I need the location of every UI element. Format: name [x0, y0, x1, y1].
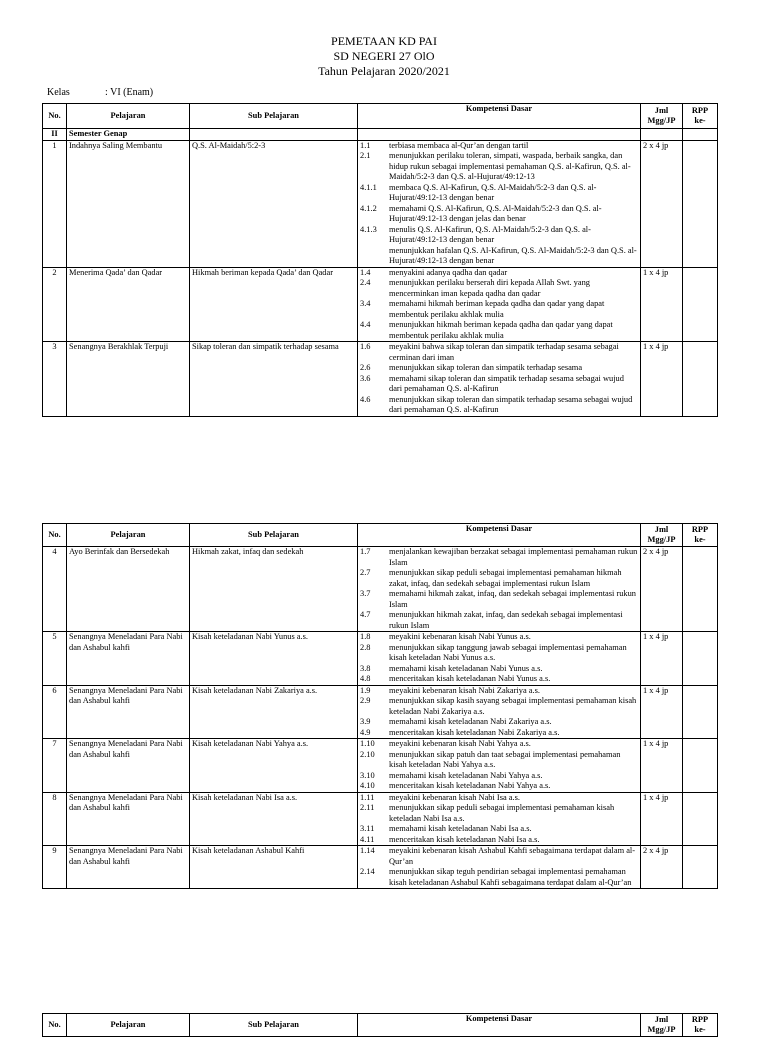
row-pelajaran: Senangnya Meneladani Para Nabi dan Ashabul kahfi: [67, 846, 190, 889]
kd-text: terbiasa membaca al-Qur’an dengan tartil: [389, 140, 529, 150]
row-rpp: [683, 632, 718, 686]
kd-item: [360, 141, 638, 152]
col-kompetensi-dasar: Kompetensi Dasar: [358, 524, 641, 547]
table-row: [43, 632, 718, 686]
kd-number: 1.4: [360, 267, 371, 277]
col-pelajaran: Pelajaran: [67, 104, 190, 129]
col-jml: Jml Mgg/JP: [641, 524, 683, 547]
kd-number: 4.1.2: [360, 203, 377, 213]
kd-item: [360, 204, 638, 225]
col-no: No.: [43, 1014, 67, 1037]
semester-no: II: [43, 129, 67, 141]
col-kompetensi-dasar: Kompetensi Dasar: [358, 104, 641, 129]
kd-item: [360, 824, 638, 835]
kd-table-2: [42, 523, 718, 889]
kd-number: 4.6: [360, 394, 371, 404]
col-rpp: RPP ke-: [683, 104, 718, 129]
row-pelajaran: Ayo Berinfak dan Bersedekah: [67, 547, 190, 632]
kd-text: memahami kisah keteladanan Nabi Isa a.s.: [389, 824, 532, 833]
row-rpp: [683, 846, 718, 889]
kd-number: 2.1: [360, 151, 371, 160]
kd-item: [360, 717, 638, 728]
kd-text: menceritakan kisah keteladanan Nabi Zakariya a.s.: [389, 727, 560, 737]
kd-item: [360, 846, 638, 867]
row-rpp: [683, 685, 718, 739]
kd-number: 3.7: [360, 589, 371, 598]
row-sub-pelajaran: Kisah keteladanan Nabi Yunus a.s.: [190, 632, 358, 686]
semester-row: [43, 129, 718, 141]
kd-table-3: [42, 1013, 718, 1037]
col-pelajaran: Pelajaran: [67, 1014, 190, 1037]
kd-item: [360, 268, 638, 279]
doc-title: PEMETAAN KD PAI: [331, 34, 437, 48]
row-sub-pelajaran: Hikmah beriman kepada Qada’ dan Qadar: [190, 267, 358, 342]
kd-item: [360, 395, 638, 416]
kd-number: 3.11: [360, 824, 375, 833]
col-sub-pelajaran: Sub Pelajaran: [190, 524, 358, 547]
kd-text: menceritakan kisah keteladanan Nabi Isa a.s.: [389, 834, 540, 844]
kd-item: [360, 246, 638, 267]
kd-text: memahami kisah keteladanan Nabi Yahya a.s.: [389, 770, 543, 780]
row-jml: 2 x 4 jp: [641, 547, 683, 632]
table-row: [43, 547, 718, 632]
kd-text: menunjukkan sikap peduli sebagai implementasi pemahaman kisah keteladan Nabi Isa a.s.: [389, 803, 615, 823]
kd-text: menunjukkan perilaku berserah diri kepada Allah Swt. yang mencerminkan iman kepada qadha dan qadar: [389, 278, 590, 298]
kd-item: [360, 632, 638, 643]
table-row: [43, 792, 718, 846]
kd-text: menulis Q.S. Al-Kafirun, Q.S. Al-Maidah/5:2-3 dan Q.S. al-Hujurat/49:12-13 dengan benar: [389, 224, 591, 244]
row-kompetensi-dasar: [358, 632, 641, 686]
row-pelajaran: Senangnya Berakhlak Terpuji: [67, 342, 190, 417]
kd-item: [360, 696, 638, 717]
kd-number: 2.10: [360, 749, 375, 759]
kd-item: [360, 183, 638, 204]
row-rpp: [683, 140, 718, 267]
kd-text: menjalankan kewajiban berzakat sebagai implementasi pemahaman rukun Islam: [389, 547, 638, 567]
kd-text: memahami sikap toleran dan simpatik terhadap sesama sebagai wujud dari pemahaman Q.S. al-Kafirun: [389, 373, 624, 393]
row-kompetensi-dasar: [358, 846, 641, 889]
row-kompetensi-dasar: [358, 739, 641, 793]
row-kompetensi-dasar: [358, 342, 641, 417]
col-rpp: RPP ke-: [683, 1014, 718, 1037]
row-rpp: [683, 739, 718, 793]
kd-number: 2.11: [360, 803, 375, 812]
row-jml: 1 x 4 jp: [641, 632, 683, 686]
kd-number: 3.4: [360, 299, 371, 308]
row-jml: 1 x 4 jp: [641, 739, 683, 793]
table-row: [43, 739, 718, 793]
kd-number: 2.4: [360, 278, 371, 287]
row-pelajaran: Senangnya Meneladani Para Nabi dan Ashabul kahfi: [67, 632, 190, 686]
kd-number: 4.4: [360, 320, 371, 329]
kd-number: 1.7: [360, 547, 371, 556]
row-no: 9: [43, 846, 67, 889]
row-sub-pelajaran: Sikap toleran dan simpatik terhadap sesama: [190, 342, 358, 417]
kd-text: menunjukkan hikmah zakat, infaq, dan sedekah sebagai implementasi rukun Islam: [389, 610, 623, 630]
kd-text: memahami Q.S. Al-Kafirun, Q.S. Al-Maidah/5:2-3 dan Q.S. al-Hujurat/49:12-13 dengan jelas dan benar: [389, 203, 602, 223]
kd-number: 3.9: [360, 717, 371, 726]
kd-number: 1.8: [360, 632, 371, 641]
kd-item: [360, 867, 638, 888]
col-sub-pelajaran: Sub Pelajaran: [190, 104, 358, 129]
kd-item: [360, 610, 638, 631]
school-name: SD NEGERI 27 OlO: [333, 49, 435, 63]
row-jml: 1 x 4 jp: [641, 685, 683, 739]
row-kompetensi-dasar: [358, 267, 641, 342]
kd-text: memahami hikmah zakat, infaq, dan sedekah sebagai implementasi rukun Islam: [389, 589, 636, 609]
kd-text: menunjukkan hafalan Q.S. Al-Kafirun, Q.S. Al-Maidah/5:2-3 dan Q.S. al-Hujurat/49:12-13 dengan benar: [389, 245, 637, 265]
kd-text: meyakini kebenaran kisah Nabi Yunus a.s.: [389, 632, 531, 641]
kd-item: [360, 728, 638, 739]
kd-number: 4.10: [360, 781, 375, 790]
row-no: 1: [43, 140, 67, 267]
kd-text: meyakini kebenaran kisah Ashabul Kahfi sebagaimana terdapat dalam al-Qur’an: [389, 846, 636, 866]
row-jml: 2 x 4 jp: [641, 846, 683, 889]
kd-text: memahami hikmah beriman kepada qadha dan qadar yang dapat membentuk perilaku akhlak mulia: [389, 299, 605, 319]
table-row: [43, 140, 718, 267]
row-no: 6: [43, 685, 67, 739]
row-jml: 1 x 4 jp: [641, 267, 683, 342]
kd-number: 1.14: [360, 846, 375, 855]
table-header-row: [43, 1014, 718, 1037]
kd-item: [360, 151, 638, 183]
kd-text: memahami kisah keteladanan Nabi Yunus a.s.: [389, 663, 543, 673]
kd-text: menunjukkan sikap toleran dan simpatik terhadap sesama sebagai wujud dari pemahaman Q.S. al-Kafirun: [389, 394, 633, 414]
kd-text: menunjukkan perilaku toleran, simpati, waspada, berbaik sangka, dan hidup rukun sebagai implementasi pemahaman Q.S. al-Kafirun, Q.S. al-Maidah/5:2-3 dan Q.S. al-Hujurat/49:12-13: [389, 151, 631, 181]
col-sub-pelajaran: Sub Pelajaran: [190, 1014, 358, 1037]
kd-item: [360, 299, 638, 320]
table-header-row: [43, 104, 718, 129]
row-rpp: [683, 267, 718, 342]
kd-number: 3.10: [360, 770, 375, 780]
kd-text: meyakini kebenaran kisah Nabi Isa a.s.: [389, 792, 520, 802]
row-sub-pelajaran: Kisah keteladanan Nabi Isa a.s.: [190, 792, 358, 846]
kd-text: menunjukkan sikap peduli sebagai implementasi pemahaman hikmah zakat, infaq, dan sedekah sebagai implementasi rukun Islam: [389, 568, 622, 588]
class-info: [47, 87, 154, 98]
kd-item: [360, 320, 638, 341]
col-jml: Jml Mgg/JP: [641, 104, 683, 129]
col-kompetensi-dasar: Kompetensi Dasar: [358, 1014, 641, 1037]
row-jml: 1 x 4 jp: [641, 342, 683, 417]
kd-item: [360, 342, 638, 363]
kd-text: menunjukkan sikap kasih sayang sebagai implementasi pemahaman kisah keteladan Nabi Zakariya a.s.: [389, 696, 637, 716]
kd-item: [360, 793, 638, 804]
row-no: 3: [43, 342, 67, 417]
row-sub-pelajaran: Kisah keteladanan Nabi Zakariya a.s.: [190, 685, 358, 739]
kd-text: meyakini bahwa sikap toleran dan simpatik terhadap sesama sebagai cerminan dari iman: [389, 342, 619, 362]
kd-number: 2.14: [360, 867, 375, 876]
kd-item: [360, 803, 638, 824]
kd-number: 1.9: [360, 685, 371, 695]
row-no: 7: [43, 739, 67, 793]
kd-item: [360, 363, 638, 374]
row-kompetensi-dasar: [358, 685, 641, 739]
col-no: No.: [43, 104, 67, 129]
kd-text: meyakini kebenaran kisah Nabi Yahya a.s.: [389, 739, 531, 748]
kd-number: 4.11: [360, 834, 375, 844]
kd-text: memahami kisah keteladanan Nabi Zakariya a.s.: [389, 717, 552, 726]
academic-year: Tahun Pelajaran 2020/2021: [318, 64, 450, 78]
row-pelajaran: Senangnya Meneladani Para Nabi dan Ashabul kahfi: [67, 792, 190, 846]
kd-number: 1.10: [360, 739, 375, 748]
col-no: No.: [43, 524, 67, 547]
kd-number: 1.11: [360, 792, 375, 802]
kd-text: menunjukkan sikap patuh dan taat sebagai implementasi pemahaman kisah keteladan Nabi Yahya a.s.: [389, 749, 621, 769]
table-row: [43, 685, 718, 739]
row-jml: 1 x 4 jp: [641, 792, 683, 846]
row-sub-pelajaran: Q.S. Al-Maidah/5:2-3: [190, 140, 358, 267]
kd-number: 4.1.3: [360, 224, 377, 234]
row-no: 8: [43, 792, 67, 846]
row-rpp: [683, 792, 718, 846]
row-rpp: [683, 342, 718, 417]
table-row: [43, 846, 718, 889]
kd-number: 4.7: [360, 610, 371, 619]
kd-item: [360, 547, 638, 568]
row-sub-pelajaran: Kisah keteladanan Nabi Yahya a.s.: [190, 739, 358, 793]
kd-number: 1.1: [360, 140, 371, 150]
kd-number: 3.8: [360, 663, 371, 673]
kd-item: [360, 835, 638, 846]
table-row: [43, 342, 718, 417]
kd-text: membaca Q.S. Al-Kafirun, Q.S. Al-Maidah/5:2-3 dan Q.S. al-Hujurat/49:12-13 dengan benar: [389, 182, 597, 202]
col-rpp: RPP ke-: [683, 524, 718, 547]
kd-item: [360, 686, 638, 697]
class-label: Kelas: [47, 87, 70, 98]
kd-text: menceritakan kisah keteladanan Nabi Yahya a.s.: [389, 781, 551, 790]
kd-item: [360, 674, 638, 685]
col-jml: Jml Mgg/JP: [641, 1014, 683, 1037]
row-pelajaran: Menerima Qada’ dan Qadar: [67, 267, 190, 342]
kd-item: [360, 771, 638, 782]
semester-label: Semester Genap: [67, 129, 190, 141]
row-no: 5: [43, 632, 67, 686]
kd-text: menyakini adanya qadha dan qadar: [389, 267, 508, 277]
kd-number: 2.8: [360, 642, 371, 652]
kd-item: [360, 278, 638, 299]
kd-number: 2.6: [360, 363, 371, 372]
kd-table-1: [42, 103, 718, 417]
kd-number: 2.7: [360, 568, 371, 577]
kd-number: 4.8: [360, 674, 371, 683]
kd-text: meyakini kebenaran kisah Nabi Zakariya a.s.: [389, 685, 540, 695]
kd-number: [360, 246, 389, 267]
kd-number: 2.9: [360, 696, 371, 705]
row-pelajaran: Senangnya Meneladani Para Nabi dan Ashabul kahfi: [67, 685, 190, 739]
row-pelajaran: Senangnya Meneladani Para Nabi dan Ashabul kahfi: [67, 739, 190, 793]
col-pelajaran: Pelajaran: [67, 524, 190, 547]
kd-item: [360, 739, 638, 750]
kd-item: [360, 568, 638, 589]
kd-item: [360, 225, 638, 246]
kd-number: 3.6: [360, 373, 371, 383]
row-jml: 2 x 4 jp: [641, 140, 683, 267]
kd-item: [360, 374, 638, 395]
kd-item: [360, 664, 638, 675]
class-value: : VI (Enam): [105, 87, 154, 98]
kd-item: [360, 781, 638, 792]
row-no: 2: [43, 267, 67, 342]
kd-text: menunjukkan sikap tanggung jawab sebagai implementasi pemahaman kisah keteladan Nabi Yunus a.s.: [389, 642, 627, 662]
kd-item: [360, 643, 638, 664]
row-kompetensi-dasar: [358, 792, 641, 846]
table-header-row: [43, 524, 718, 547]
row-rpp: [683, 547, 718, 632]
row-sub-pelajaran: Hikmah zakat, infaq dan sedekah: [190, 547, 358, 632]
kd-text: menceritakan kisah keteladanan Nabi Yunus a.s.: [389, 674, 551, 683]
row-kompetensi-dasar: [358, 140, 641, 267]
kd-text: menunjukkan sikap toleran dan simpatik terhadap sesama: [389, 363, 583, 372]
row-pelajaran: Indahnya Saling Membantu: [67, 140, 190, 267]
row-sub-pelajaran: Kisah keteladanan Ashabul Kahfi: [190, 846, 358, 889]
kd-text: menunjukkan hikmah beriman kepada qadha dan qadar yang dapat membentuk perilaku akhlak mulia: [389, 320, 613, 340]
kd-item: [360, 750, 638, 771]
row-no: 4: [43, 547, 67, 632]
kd-item: [360, 589, 638, 610]
row-kompetensi-dasar: [358, 547, 641, 632]
table-row: [43, 267, 718, 342]
kd-number: 4.1.1: [360, 182, 377, 192]
kd-number: 1.6: [360, 342, 371, 351]
kd-text: menunjukkan sikap teguh pendirian sebagai implementasi pemahaman kisah keteladanan Ashabul Kahfi sebagaimana terdapat dalam al-Qur’an: [389, 867, 632, 887]
kd-number: 4.9: [360, 727, 371, 737]
